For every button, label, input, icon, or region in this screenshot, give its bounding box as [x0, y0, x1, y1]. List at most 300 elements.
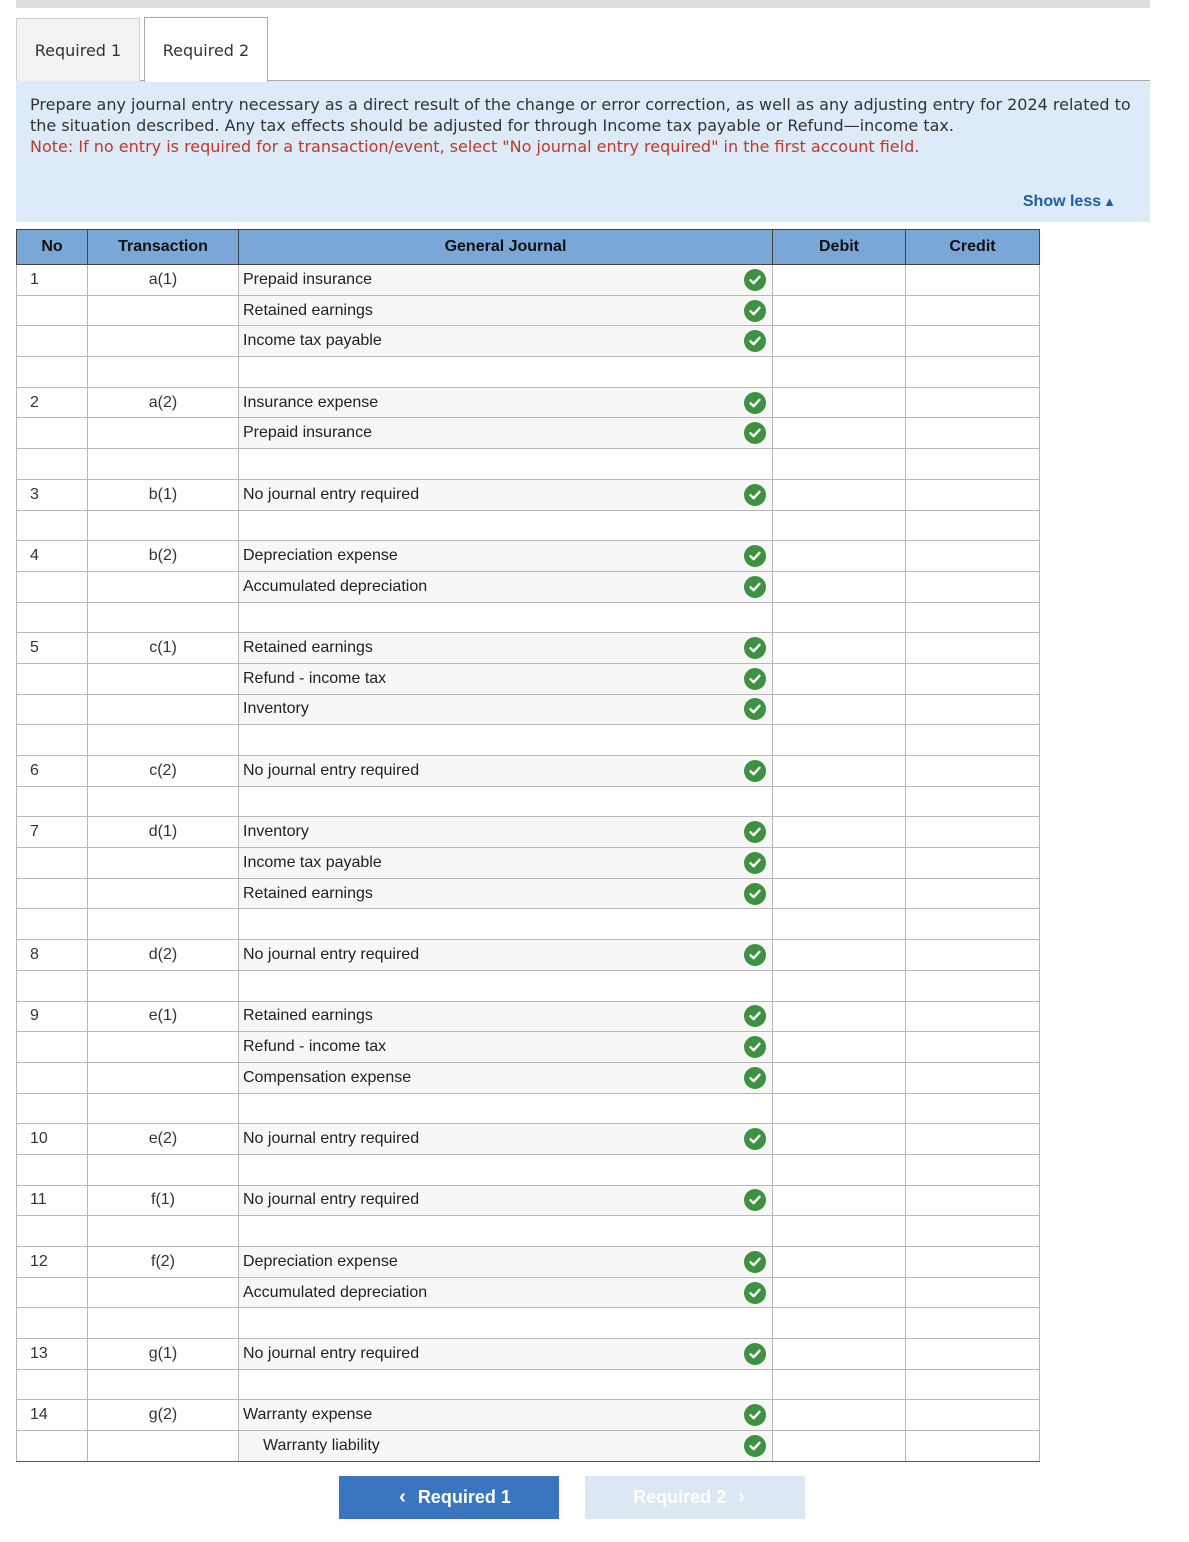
credit-input[interactable] — [906, 479, 1040, 510]
checkmark-icon — [744, 852, 766, 874]
table-row — [17, 878, 1040, 909]
checkmark-icon — [744, 944, 766, 966]
account-cell-inner — [243, 1094, 772, 1124]
credit-input[interactable] — [906, 909, 1040, 940]
account-name: No journal entry required — [243, 485, 420, 503]
debit-input[interactable] — [773, 510, 906, 541]
row-number — [17, 295, 88, 326]
account-name: Retained earnings — [243, 1007, 373, 1025]
account-cell-inner — [243, 817, 772, 847]
checkmark-icon — [744, 668, 766, 690]
checkmark-icon — [744, 1251, 766, 1273]
debit-input[interactable] — [773, 756, 906, 787]
credit-input[interactable] — [906, 817, 1040, 848]
credit-input[interactable] — [906, 940, 1040, 971]
account-cell-inner — [243, 787, 772, 817]
row-transaction — [88, 1062, 239, 1093]
debit-input[interactable] — [773, 1032, 906, 1063]
row-transaction — [88, 909, 239, 940]
table-row — [17, 357, 1040, 388]
account-select[interactable] — [239, 1216, 773, 1247]
table-row — [17, 418, 1040, 449]
credit-input[interactable] — [906, 571, 1040, 602]
account-select[interactable] — [239, 633, 773, 664]
credit-input[interactable] — [906, 1339, 1040, 1370]
table-row — [17, 1277, 1040, 1308]
checkmark-icon — [744, 484, 766, 506]
row-number: 9 — [17, 1001, 88, 1032]
account-select[interactable] — [239, 970, 773, 1001]
debit-input[interactable] — [773, 1339, 906, 1370]
previous-button-label: Required 1 — [417, 1487, 511, 1507]
account-name: No journal entry required — [243, 1130, 420, 1148]
row-number — [17, 1062, 88, 1093]
table-row — [17, 1216, 1040, 1247]
account-select[interactable] — [239, 1247, 773, 1278]
account-select[interactable] — [239, 418, 773, 449]
account-select[interactable] — [239, 1124, 773, 1155]
account-select[interactable] — [239, 449, 773, 480]
row-number — [17, 1032, 88, 1063]
row-number: 8 — [17, 940, 88, 971]
account-name: No journal entry required — [243, 761, 420, 779]
row-transaction: a(1) — [88, 265, 239, 296]
credit-input[interactable] — [906, 663, 1040, 694]
row-transaction — [88, 725, 239, 756]
account-select[interactable] — [239, 265, 773, 296]
account-name: Income tax payable — [243, 853, 382, 871]
account-name: Inventory — [243, 700, 309, 718]
account-cell-inner — [243, 388, 772, 418]
row-transaction: g(2) — [88, 1400, 239, 1431]
account-name: Accumulated depreciation — [243, 1283, 428, 1301]
table-row — [17, 1339, 1040, 1370]
debit-input[interactable] — [773, 1093, 906, 1124]
credit-input[interactable] — [906, 1093, 1040, 1124]
row-number: 4 — [17, 541, 88, 572]
credit-input[interactable] — [906, 602, 1040, 633]
account-cell-inner — [243, 296, 772, 326]
debit-input[interactable] — [773, 1124, 906, 1155]
debit-input[interactable] — [773, 725, 906, 756]
table-row — [17, 940, 1040, 971]
debit-input[interactable] — [773, 970, 906, 1001]
row-number — [17, 418, 88, 449]
checkmark-icon — [744, 330, 766, 352]
account-name: Retained earnings — [243, 301, 373, 319]
account-select[interactable] — [239, 1339, 773, 1370]
account-select[interactable] — [239, 694, 773, 725]
credit-input[interactable] — [906, 387, 1040, 418]
account-name: Prepaid insurance — [243, 270, 372, 288]
tab-bar — [16, 17, 1150, 81]
journal-table — [16, 229, 1040, 1462]
row-transaction: d(2) — [88, 940, 239, 971]
table-row — [17, 756, 1040, 787]
account-select[interactable] — [239, 878, 773, 909]
chevron-left-icon: ‹ — [399, 1486, 406, 1508]
row-number: 12 — [17, 1247, 88, 1278]
checkmark-icon — [744, 392, 766, 414]
account-name: No journal entry required — [243, 945, 420, 963]
row-number — [17, 725, 88, 756]
credit-input[interactable] — [906, 326, 1040, 357]
account-select[interactable] — [239, 326, 773, 357]
credit-input[interactable] — [906, 756, 1040, 787]
row-transaction — [88, 1431, 239, 1462]
account-cell-inner — [243, 1370, 772, 1400]
debit-input[interactable] — [773, 387, 906, 418]
table-row — [17, 571, 1040, 602]
row-number — [17, 357, 88, 388]
row-transaction — [88, 1154, 239, 1185]
account-select[interactable] — [239, 1308, 773, 1339]
debit-input[interactable] — [773, 694, 906, 725]
debit-input[interactable] — [773, 848, 906, 879]
debit-input[interactable] — [773, 817, 906, 848]
checkmark-icon — [744, 698, 766, 720]
tab-required-1[interactable]: Required 1 — [16, 18, 140, 81]
row-transaction: e(1) — [88, 1001, 239, 1032]
instructions-text: Prepare any journal entry necessary as a direct result of the change or error correction, as well as any adjusting entry for 2024 related to the situation described. Any tax effects should be adjusted for through Income tax payable or Refund—income tax. — [30, 95, 1131, 135]
account-cell-inner — [243, 1124, 772, 1154]
credit-input[interactable] — [906, 1185, 1040, 1216]
account-cell-inner — [243, 1063, 772, 1093]
debit-input[interactable] — [773, 479, 906, 510]
account-name: Insurance expense — [243, 393, 379, 411]
row-number: 11 — [17, 1185, 88, 1216]
credit-input[interactable] — [906, 265, 1040, 296]
account-cell-inner — [243, 1032, 772, 1062]
account-cell-inner — [243, 1216, 772, 1246]
debit-input[interactable] — [773, 449, 906, 480]
credit-input[interactable] — [906, 878, 1040, 909]
row-transaction — [88, 295, 239, 326]
debit-input[interactable] — [773, 571, 906, 602]
checkmark-icon — [744, 1435, 766, 1457]
debit-input[interactable] — [773, 1062, 906, 1093]
checkmark-icon — [744, 637, 766, 659]
credit-input[interactable] — [906, 786, 1040, 817]
account-select[interactable] — [239, 1154, 773, 1185]
account-cell-inner — [243, 541, 772, 571]
account-name: Retained earnings — [243, 884, 373, 902]
account-select[interactable] — [239, 786, 773, 817]
table-row — [17, 1185, 1040, 1216]
credit-input[interactable] — [906, 633, 1040, 664]
header-credit: Credit — [906, 230, 1040, 265]
row-number: 7 — [17, 817, 88, 848]
account-select[interactable] — [239, 756, 773, 787]
previous-required-1-button[interactable] — [339, 1476, 559, 1519]
row-transaction — [88, 694, 239, 725]
account-select[interactable] — [239, 1369, 773, 1400]
next-required-2-button[interactable] — [585, 1476, 805, 1519]
row-number: 14 — [17, 1400, 88, 1431]
account-cell-inner — [243, 511, 772, 541]
header-no: No — [17, 230, 88, 265]
credit-input[interactable] — [906, 1124, 1040, 1155]
table-row — [17, 786, 1040, 817]
account-select[interactable] — [239, 1032, 773, 1063]
table-row — [17, 1369, 1040, 1400]
row-number — [17, 1216, 88, 1247]
account-select[interactable] — [239, 571, 773, 602]
row-number — [17, 1369, 88, 1400]
checkmark-icon — [744, 300, 766, 322]
credit-input[interactable] — [906, 970, 1040, 1001]
checkmark-icon — [744, 1189, 766, 1211]
account-select[interactable] — [239, 387, 773, 418]
row-number — [17, 510, 88, 541]
account-cell-inner — [243, 1339, 772, 1369]
row-transaction — [88, 510, 239, 541]
credit-input[interactable] — [906, 1277, 1040, 1308]
journal-body — [17, 265, 1040, 1462]
row-transaction: d(1) — [88, 817, 239, 848]
account-name: Warranty liability — [263, 1436, 380, 1454]
account-select[interactable] — [239, 479, 773, 510]
debit-input[interactable] — [773, 1369, 906, 1400]
row-transaction: g(1) — [88, 1339, 239, 1370]
row-transaction — [88, 1093, 239, 1124]
debit-input[interactable] — [773, 1277, 906, 1308]
credit-input[interactable] — [906, 1216, 1040, 1247]
credit-input[interactable] — [906, 1001, 1040, 1032]
account-name: Income tax payable — [243, 332, 382, 350]
table-row — [17, 725, 1040, 756]
account-name: Warranty expense — [243, 1406, 373, 1424]
credit-input[interactable] — [906, 1369, 1040, 1400]
account-select[interactable] — [239, 1277, 773, 1308]
checkmark-icon — [744, 1036, 766, 1058]
debit-input[interactable] — [773, 326, 906, 357]
account-select[interactable] — [239, 602, 773, 633]
account-select[interactable] — [239, 357, 773, 388]
table-row — [17, 479, 1040, 510]
debit-input[interactable] — [773, 295, 906, 326]
row-transaction — [88, 1032, 239, 1063]
account-cell-inner — [243, 480, 772, 510]
debit-input[interactable] — [773, 602, 906, 633]
row-transaction — [88, 1277, 239, 1308]
table-row — [17, 387, 1040, 418]
credit-input[interactable] — [906, 1308, 1040, 1339]
account-cell-inner — [243, 848, 772, 878]
account-select[interactable] — [239, 817, 773, 848]
account-cell-inner — [243, 633, 772, 663]
debit-input[interactable] — [773, 1308, 906, 1339]
row-number: 10 — [17, 1124, 88, 1155]
row-number — [17, 848, 88, 879]
debit-input[interactable] — [773, 663, 906, 694]
credit-input[interactable] — [906, 725, 1040, 756]
checkmark-icon — [744, 1005, 766, 1027]
account-cell-inner — [243, 909, 772, 939]
account-select[interactable] — [239, 541, 773, 572]
row-number: 1 — [17, 265, 88, 296]
debit-input[interactable] — [773, 541, 906, 572]
credit-input[interactable] — [906, 694, 1040, 725]
row-number — [17, 1308, 88, 1339]
account-select[interactable] — [239, 940, 773, 971]
account-cell-inner — [243, 265, 772, 295]
account-select[interactable] — [239, 663, 773, 694]
row-transaction — [88, 571, 239, 602]
show-less-label: Show less — [1022, 193, 1102, 210]
table-row — [17, 1400, 1040, 1431]
credit-input[interactable] — [906, 510, 1040, 541]
checkmark-icon — [744, 760, 766, 782]
account-name: Depreciation expense — [243, 547, 398, 565]
debit-input[interactable] — [773, 633, 906, 664]
account-cell-inner — [243, 756, 772, 786]
row-number — [17, 571, 88, 602]
debit-input[interactable] — [773, 265, 906, 296]
row-transaction — [88, 326, 239, 357]
row-transaction: f(2) — [88, 1247, 239, 1278]
account-select[interactable] — [239, 1431, 773, 1462]
account-name: No journal entry required — [243, 1191, 420, 1209]
row-transaction — [88, 848, 239, 879]
account-cell-inner — [243, 1155, 772, 1185]
table-row — [17, 265, 1040, 296]
credit-input[interactable] — [906, 1247, 1040, 1278]
table-row — [17, 694, 1040, 725]
row-number — [17, 663, 88, 694]
account-select[interactable] — [239, 1400, 773, 1431]
debit-input[interactable] — [773, 1001, 906, 1032]
instructions-panel — [16, 81, 1150, 222]
table-row — [17, 510, 1040, 541]
table-row — [17, 970, 1040, 1001]
account-cell-inner — [243, 603, 772, 633]
row-transaction — [88, 418, 239, 449]
table-row — [17, 909, 1040, 940]
account-select[interactable] — [239, 848, 773, 879]
table-row — [17, 541, 1040, 572]
credit-input[interactable] — [906, 1062, 1040, 1093]
row-number — [17, 694, 88, 725]
credit-input[interactable] — [906, 1400, 1040, 1431]
row-transaction: f(1) — [88, 1185, 239, 1216]
account-cell-inner — [243, 879, 772, 909]
account-cell-inner — [243, 1308, 772, 1338]
credit-input[interactable] — [906, 449, 1040, 480]
tab-required-2[interactable]: Required 2 — [144, 17, 268, 82]
debit-input[interactable] — [773, 1154, 906, 1185]
table-row — [17, 1093, 1040, 1124]
row-number — [17, 1093, 88, 1124]
table-row — [17, 663, 1040, 694]
checkmark-icon — [744, 1128, 766, 1150]
account-cell-inner — [243, 326, 772, 356]
credit-input[interactable] — [906, 418, 1040, 449]
table-row — [17, 848, 1040, 879]
account-cell-inner — [243, 971, 772, 1001]
debit-input[interactable] — [773, 418, 906, 449]
credit-input[interactable] — [906, 848, 1040, 879]
table-row — [17, 1308, 1040, 1339]
row-number — [17, 326, 88, 357]
row-number — [17, 1154, 88, 1185]
row-transaction — [88, 449, 239, 480]
debit-input[interactable] — [773, 1247, 906, 1278]
next-button-label: Required 2 — [633, 1487, 727, 1507]
credit-input[interactable] — [906, 1431, 1040, 1462]
account-select[interactable] — [239, 725, 773, 756]
debit-input[interactable] — [773, 909, 906, 940]
row-number — [17, 449, 88, 480]
account-cell-inner — [243, 1431, 772, 1461]
table-row — [17, 326, 1040, 357]
account-cell-inner — [243, 1002, 772, 1032]
row-number: 2 — [17, 387, 88, 418]
checkmark-icon — [744, 422, 766, 444]
account-select[interactable] — [239, 1093, 773, 1124]
debit-input[interactable] — [773, 1185, 906, 1216]
row-transaction — [88, 602, 239, 633]
account-name: Inventory — [243, 823, 309, 841]
debit-input[interactable] — [773, 1400, 906, 1431]
checkmark-icon — [744, 1282, 766, 1304]
table-row — [17, 1154, 1040, 1185]
credit-input[interactable] — [906, 541, 1040, 572]
debit-input[interactable] — [773, 786, 906, 817]
instructions-note: Note: If no entry is required for a transaction/event, select "No journal entry required" in the first account field. — [30, 137, 920, 156]
account-select[interactable] — [239, 1185, 773, 1216]
row-transaction: b(1) — [88, 479, 239, 510]
account-select[interactable] — [239, 1001, 773, 1032]
row-number: 5 — [17, 633, 88, 664]
table-row — [17, 1001, 1040, 1032]
debit-input[interactable] — [773, 1216, 906, 1247]
row-transaction: e(2) — [88, 1124, 239, 1155]
account-cell-inner — [243, 940, 772, 970]
debit-input[interactable] — [773, 357, 906, 388]
account-cell-inner — [243, 1400, 772, 1430]
table-header-row — [17, 230, 1040, 265]
row-transaction: b(2) — [88, 541, 239, 572]
account-select[interactable] — [239, 295, 773, 326]
triangle-up-icon: ▲ — [1103, 194, 1116, 209]
row-transaction: c(1) — [88, 633, 239, 664]
account-select[interactable] — [239, 1062, 773, 1093]
debit-input[interactable] — [773, 940, 906, 971]
credit-input[interactable] — [906, 295, 1040, 326]
row-number: 3 — [17, 479, 88, 510]
header-general-journal: General Journal — [239, 230, 773, 265]
row-transaction — [88, 1308, 239, 1339]
credit-input[interactable] — [906, 1154, 1040, 1185]
credit-input[interactable] — [906, 357, 1040, 388]
debit-input[interactable] — [773, 878, 906, 909]
checkmark-icon — [744, 269, 766, 291]
account-select[interactable] — [239, 510, 773, 541]
row-number — [17, 602, 88, 633]
account-cell-inner — [243, 418, 772, 448]
account-select[interactable] — [239, 909, 773, 940]
account-cell-inner — [243, 1247, 772, 1277]
table-row — [17, 633, 1040, 664]
show-less-toggle[interactable] — [1023, 191, 1116, 212]
debit-input[interactable] — [773, 1431, 906, 1462]
checkmark-icon — [744, 576, 766, 598]
table-row — [17, 602, 1040, 633]
credit-input[interactable] — [906, 1032, 1040, 1063]
row-number — [17, 970, 88, 1001]
account-name: No journal entry required — [243, 1344, 420, 1362]
